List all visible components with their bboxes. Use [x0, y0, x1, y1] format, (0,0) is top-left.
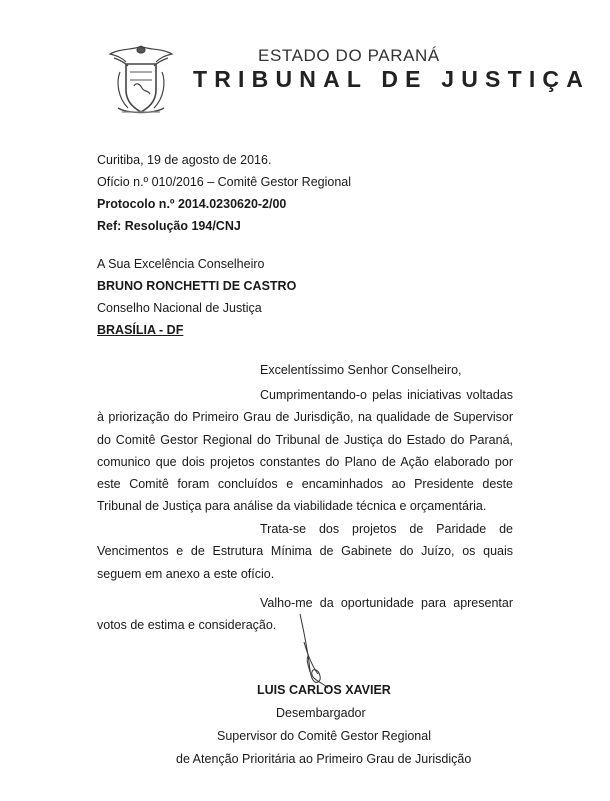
recipient-name: BRUNO RONCHETTI DE CASTRO	[97, 279, 297, 293]
protocol-number: Protocolo n.º 2014.0230620-2/00	[97, 197, 287, 211]
place-date: Curitiba, 19 de agosto de 2016.	[97, 153, 272, 167]
paragraph-1-text: Cumprimentando-o pelas iniciativas voltadas à priorização do Primeiro Grau de Jurisdição, na qualidade de Supervisor do Comitê Gestor Regional do Tribunal de Justiça do Estado do Paraná, comunico que dois projetos constantes do Plano de Ação elaborado por este Comitê foram concluídos e encaminhados ao Presidente deste Tribunal de Justiça para análise da viabilidade técnica e orçamentária.	[97, 388, 513, 514]
signatory-name: LUIS CARLOS XAVIER	[257, 683, 391, 697]
signatory-title: Desembargador	[276, 706, 366, 720]
greeting: Excelentíssimo Senhor Conselheiro,	[260, 363, 462, 377]
resolution-reference: Ref: Resolução 194/CNJ	[97, 219, 241, 233]
recipient-salutation: A Sua Excelência Conselheiro	[97, 257, 265, 271]
court-name: TRIBUNAL DE JUSTIÇA	[193, 66, 591, 92]
recipient-organization: Conselho Nacional de Justiça	[97, 301, 262, 315]
office-reference: Ofício n.º 010/2016 – Comitê Gestor Regional	[97, 175, 352, 189]
signatory-role-line-2: de Atenção Prioritária ao Primeiro Grau de Jurisdição	[176, 752, 472, 766]
paragraph-1	[97, 384, 513, 518]
handwritten-signature-icon	[296, 612, 340, 690]
paragraph-3-text: Valho-me da oportunidade para apresentar votos de estima e consideração.	[97, 596, 513, 633]
recipient-city: BRASÍLIA - DF	[97, 323, 184, 337]
paragraph-2-text: Trata-se dos projetos de Paridade de Vencimentos e de Estrutura Mínima de Gabinete do Juízo, os quais seguem em anexo a este ofício.	[97, 522, 513, 581]
state-name: ESTADO DO PARANÁ	[258, 46, 440, 65]
paragraph-2	[97, 518, 513, 585]
coat-of-arms-icon	[108, 42, 174, 120]
signatory-role-line-1: Supervisor do Comitê Gestor Regional	[217, 729, 431, 743]
